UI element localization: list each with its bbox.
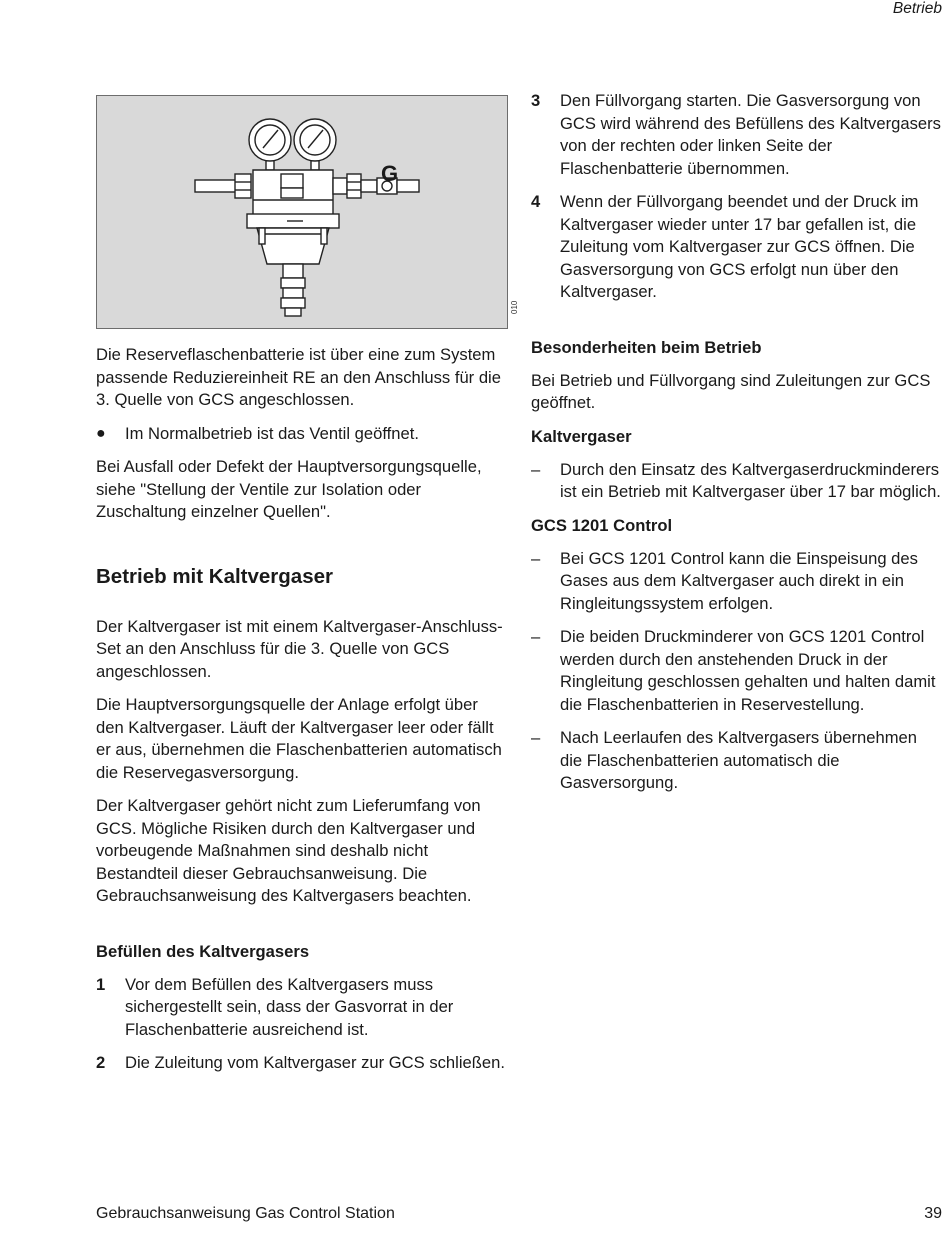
dash-text: Bei GCS 1201 Control kann die Einspeisung des Gases aus dem Kaltvergaser auch direkt in ein Ringleitungssystem erfolgen.	[560, 548, 918, 613]
step-item	[531, 191, 943, 304]
dash-mark: –	[531, 627, 541, 646]
step-item	[96, 974, 508, 1042]
subheading-special: Besonderheiten beim Betrieb	[531, 337, 762, 357]
pressure-regulator-illustration	[97, 96, 507, 328]
figure-label-g: G	[381, 161, 399, 186]
left-column	[96, 344, 508, 1086]
step-text: Wenn der Füllvorgang beendet und der Druck im Kaltvergaser wieder unter 17 bar gefallen ist, die Zuleitung vom Kaltvergaser zur GCS öffnen. Die Gasversorgung von GCS erfolgt nun über den Kaltvergaser.	[560, 192, 919, 301]
dash-item	[531, 626, 943, 716]
special-paragraph: Bei Betrieb und Füllvorgang sind Zuleitungen zur GCS geöffnet.	[531, 370, 931, 412]
step-item	[96, 1052, 508, 1075]
bullet-icon: ●	[96, 424, 106, 442]
subheading-kaltvergaser: Kaltvergaser	[531, 426, 632, 446]
section-heading: Betrieb mit Kaltvergaser	[96, 564, 333, 588]
footer-title: Gebrauchsanweisung Gas Control Station	[96, 1205, 395, 1222]
dash-text: Die beiden Druckminderer von GCS 1201 Control werden durch den anstehenden Druck in der Ringleitung geschlossen gehalten und halten damit die Flaschenbatterien in Reservestellung.	[560, 627, 936, 714]
page-number: 39	[924, 1205, 942, 1222]
dash-item	[531, 459, 943, 504]
regulator-figure	[96, 95, 508, 329]
bullet-text: Im Normalbetrieb ist das Ventil geöffnet.	[125, 423, 419, 443]
step-text: Vor dem Befüllen des Kaltvergasers muss sichergestellt sein, dass der Gasvorrat in der Flaschenbatterie ausreichend ist.	[125, 974, 454, 1039]
bullet-item	[96, 423, 508, 446]
subheading-gcs-control: GCS 1201 Control	[531, 515, 673, 535]
step-item	[531, 90, 943, 180]
step-text: Den Füllvorgang starten. Die Gasversorgung von GCS wird während des Befüllens des Kaltvergasers von der rechten oder linken Seite der Flaschenbatterie übernommen.	[560, 91, 941, 178]
dash-item	[531, 727, 943, 795]
paragraph-2: Die Hauptversorgungsquelle der Anlage erfolgt über den Kaltvergaser. Läuft der Kaltvergaser leer oder fällt er aus, übernehmen die Flaschenbatterien automatisch die Reservegasversorgung.	[96, 695, 502, 782]
dash-item	[531, 548, 943, 616]
dash-text: Durch den Einsatz des Kaltvergaserdruckminderers ist ein Betrieb mit Kaltvergaser über 17 bar möglich.	[560, 459, 941, 501]
right-column	[531, 90, 943, 806]
paragraph-3: Der Kaltvergaser gehört nicht zum Lieferumfang von GCS. Mögliche Risiken durch den Kaltvergaser und vorbeugende Maßnahmen sind deshalb nicht Bestandteil dieser Gebrauchsanweisung. Die Gebrauchsanweisung des Kaltvergasers beachten.	[96, 796, 481, 905]
step-text: Die Zuleitung vom Kaltvergaser zur GCS schließen.	[125, 1053, 505, 1072]
dash-mark: –	[531, 459, 541, 479]
step-number: 4	[531, 192, 541, 211]
figure-code: 010	[510, 300, 519, 314]
dash-text: Nach Leerlaufen des Kaltvergasers übernehmen die Flaschenbatterien automatisch die Gasversorgung.	[560, 728, 917, 792]
intro-paragraph: Die Reserveflaschenbatterie ist über eine zum System passende Reduziereinheit RE an den Anschluss für die 3. Quelle von GCS angeschlossen.	[96, 345, 501, 409]
dash-mark: –	[531, 548, 541, 568]
running-header: Betrieb	[892, 0, 942, 17]
step-number: 3	[531, 91, 541, 110]
dash-mark: –	[531, 728, 541, 747]
failure-paragraph: Bei Ausfall oder Defekt der Hauptversorgungsquelle, siehe "Stellung der Ventile zur Isolation oder Zuschaltung einzelner Quellen".	[96, 457, 482, 521]
paragraph-1: Der Kaltvergaser ist mit einem Kaltvergaser-Anschluss-Set an den Anschluss für die 3. Quelle von GCS angeschlossen.	[96, 616, 503, 681]
subheading-filling: Befüllen des Kaltvergasers	[96, 941, 310, 961]
step-number: 2	[96, 1053, 106, 1072]
step-number: 1	[96, 974, 106, 994]
